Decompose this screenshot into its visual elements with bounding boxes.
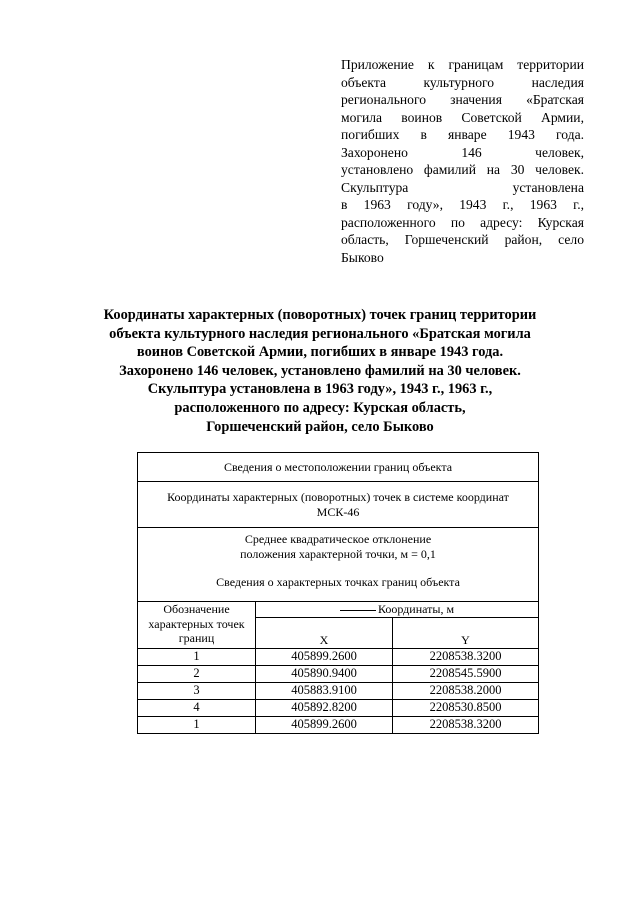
appendix-line: расположенного по адресу: Курская	[341, 214, 584, 230]
appendix-line: Захоронено 146 человек,	[341, 144, 584, 160]
y-cell: 2208530.8500	[393, 699, 539, 716]
appendix-line: регионального значения «Братская	[341, 92, 584, 107]
point-cell: 1	[138, 716, 256, 733]
x-cell: 405899.2600	[256, 716, 393, 733]
point-cell: 4	[138, 699, 256, 716]
y-header-label: Y	[461, 633, 470, 647]
designation-header-label: Обозначение характерных точек границ	[148, 602, 245, 645]
y-cell: 2208538.3200	[393, 716, 539, 733]
x-header	[256, 617, 393, 648]
coords-header-label: Координаты, м	[377, 602, 455, 616]
location-info: Сведения о местоположении границ объекта	[223, 459, 453, 474]
appendix-line: могила воинов Советской Армии,	[341, 109, 584, 125]
heading-line: Скульптура установлена в 1963 году», 1943 г., 1963 г.,	[147, 381, 493, 398]
table-row	[138, 682, 539, 699]
appendix-line: Скульптура установлена	[341, 179, 584, 195]
x-header-label: X	[319, 633, 329, 647]
y-cell: 2208545.5900	[393, 665, 539, 682]
table-row	[138, 699, 539, 716]
location-info-cell	[138, 453, 539, 482]
heading-line: Горшеченский район, село Быково	[206, 418, 434, 435]
coord-system-line: Координаты характерных (поворотных) точек в системе координат	[167, 490, 509, 504]
heading-line: Захоронено 146 человек, установлено фамилий на 30 человек.	[119, 362, 521, 379]
table-row	[138, 716, 539, 733]
appendix-line: объекта культурного наследия	[341, 74, 584, 90]
designation-header	[138, 602, 256, 649]
points-info: Сведения о характерных точках границ объекта	[216, 575, 460, 589]
heading-line: Координаты характерных (поворотных) точек границ территории	[103, 307, 537, 323]
x-cell: 405890.9400	[256, 665, 393, 682]
x-cell: 405892.8200	[256, 699, 393, 716]
point-cell: 1	[138, 648, 256, 665]
rms-line: Среднее квадратическое отклонение	[244, 532, 432, 546]
appendix-line: Приложение к границам территории	[341, 57, 584, 72]
rms-value: положения характерной точки, м = 0,1	[240, 546, 436, 561]
document-heading	[90, 306, 550, 436]
appendix-line: погибших в январе 1943 года.	[341, 127, 584, 142]
appendix-line: в 1963 году», 1943 г., 1963 г.,	[341, 197, 584, 212]
appendix-line: установлено фамилий на 30 человек.	[341, 162, 584, 177]
coordinates-table	[137, 452, 539, 734]
point-cell: 2	[138, 665, 256, 682]
table-row	[138, 665, 539, 682]
point-cell: 3	[138, 682, 256, 699]
x-cell: 405883.9100	[256, 682, 393, 699]
x-cell: 405899.2600	[256, 648, 393, 665]
coord-system-cell	[138, 482, 539, 528]
y-header	[393, 617, 539, 648]
appendix-line: Быково	[341, 249, 384, 265]
coords-header	[256, 602, 539, 618]
coord-system-name: МСК-46	[316, 504, 360, 519]
rms-cell	[138, 528, 539, 602]
y-cell: 2208538.2000	[393, 682, 539, 699]
appendix-line: область, Горшеченский район, село	[341, 232, 584, 247]
appendix-note	[341, 56, 584, 266]
y-cell: 2208538.3200	[393, 648, 539, 665]
dash-decoration	[340, 610, 376, 611]
heading-line: расположенного по адресу: Курская область,	[174, 399, 466, 416]
table-row	[138, 648, 539, 665]
heading-line: воинов Советской Армии, погибших в январе 1943 года.	[136, 344, 504, 361]
heading-line: объекта культурного наследия регионального «Братская могила	[109, 325, 531, 342]
